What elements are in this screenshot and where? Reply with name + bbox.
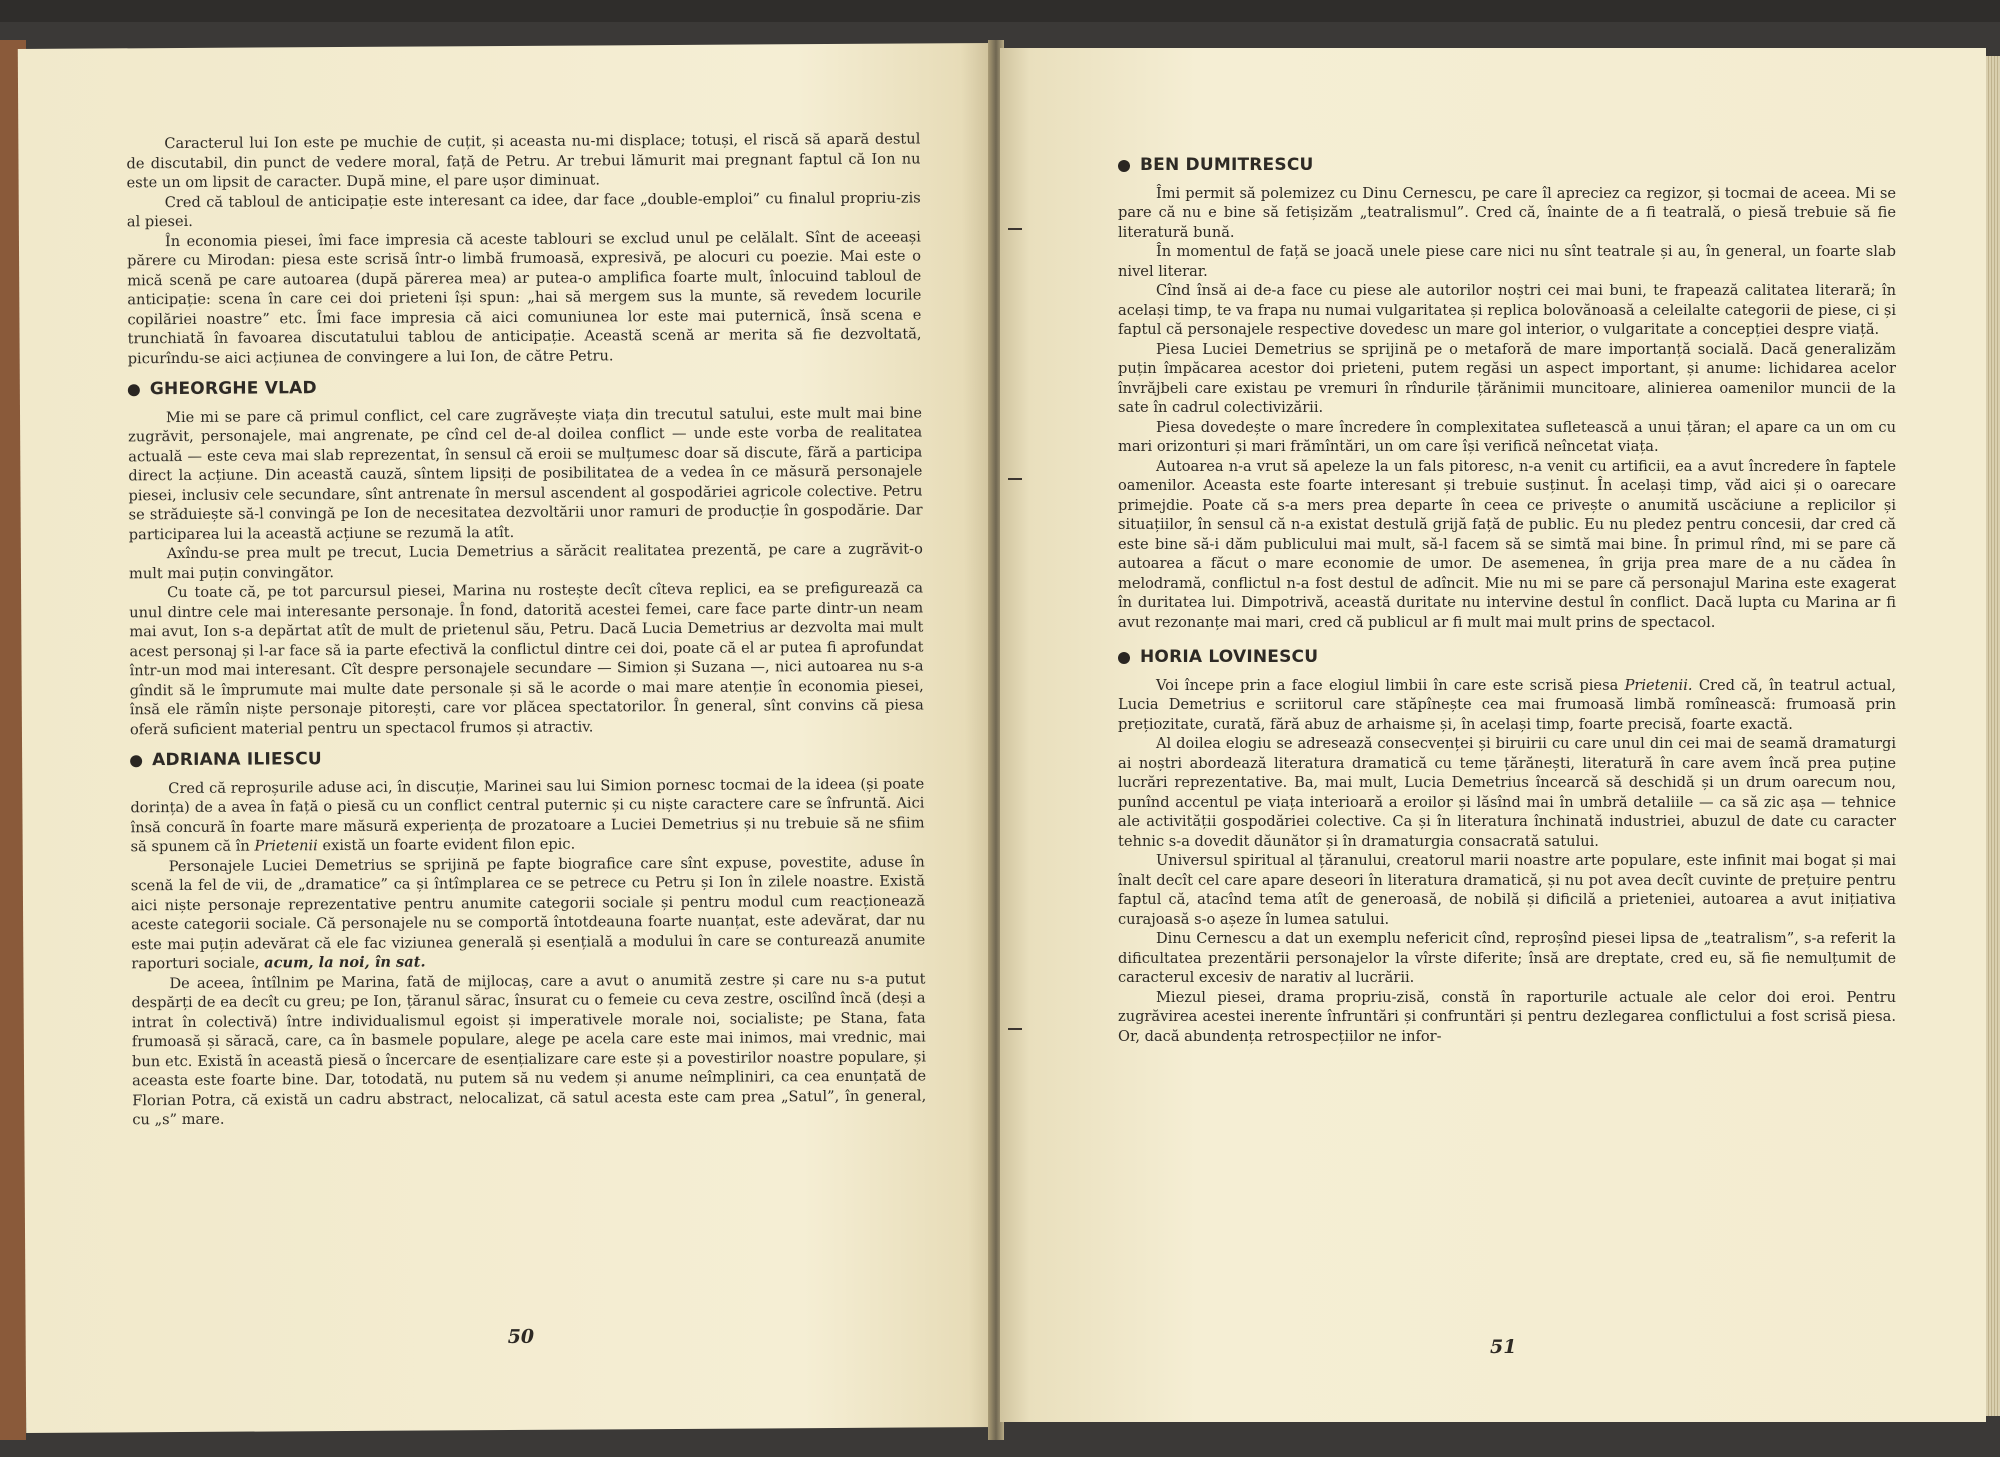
paragraph: Cu toate că, pe tot parcursul piesei, Marina nu rostește decît cîteva replici, ea se prefigurează ca unul dintre cele mai interesante personaje. În fond, datorită acestei femei, care face parte dintr-un neam mai avut, Ion s-a depărtat atît de mult de prietenul său, Petru. Dacă Lucia Demetrius ar dezvolta mai mult acest personaj și l-ar face să ia parte efectivă la conflictul dintre cei doi, poate că el ar putea fi aprofundat într-un mod mai interesant. Cît despre personajele secundare — Simion și Suzana —, nici autoarea nu s-a gîndit să le împrumute mai multe date personale și să le acorde o mai mare atenție în economia piesei, însă ele rămîn niște personaje pitorești, care vor plăcea spectatorilor. În general, sînt convins că piesa oferă suficient material pentru un spectacol frumos și atractiv. [129, 579, 924, 738]
paragraph [1118, 676, 1896, 735]
paragraph: Mie mi se pare că primul conflict, cel care zugrăvește viața din trecutul satului, este mult mai bine zugrăvit, personajele, mai angrenate, pe cînd cel de-al doilea conflict — unde este vorba de realitatea actuală — este ceva mai slab reprezentat, în sensul că eroii se mulțumesc doar să discute, fără a participa direct la acțiune. Din această cauză, sîntem lipsiți de posibilitatea de a vedea în ce măsură personajele piesei, inclusiv cele secundare, sînt antrenate în mersul ascendent al gospodăriei agricole colective. Petru se străduiește să-l convingă pe Ion de necesitatea dezvoltării unor ramuri de producție în gospodărie. Dar participarea lui la această acțiune se rezumă la atît. [128, 403, 923, 543]
section-heading-label: GHEORGHE VLAD [149, 378, 317, 400]
background-top [0, 0, 2000, 22]
paragraph-text: Voi începe prin a face elogiul limbii în care este scrisă piesa [1155, 676, 1625, 694]
right-page [1000, 48, 1986, 1422]
page-number: 51 [1490, 1336, 1517, 1358]
section-heading [130, 746, 924, 770]
section-heading-label: ADRIANA ILIESCU [152, 749, 322, 771]
paragraph: În momentul de față se joacă unele piese care nici nu sînt teatrale și au, în general, un foarte slab nivel literar. [1118, 243, 1896, 280]
section-heading-label: BEN DUMITRESCU [1140, 155, 1314, 175]
section-heading [1118, 156, 1896, 176]
paragraph: Universul spiritual al țăranului, creatorul marii noastre arte populare, este infinit mai bogat și mai înalt decît cel care apare deseori în literatura dramatică, și nu pot avea decît cuvinte de prețuire pentru faptul că, atacînd tema atît de generoasă, de nobilă și dificilă a prieteniei, autoarea a avut inițiativa curajoasă s-o așeze în lumea satului. [1118, 852, 1896, 928]
paragraph: Axîndu-se prea mult pe trecut, Lucia Demetrius a sărăcit realitatea prezentă, pe care a zugrăvit-o mult mai puțin convingător. [128, 540, 923, 582]
paragraph: Dinu Cernescu a dat un exemplu nefericit cînd, reproșînd piesei lipsa de „teatralism”, s-a referit la dificultatea prezentării personajelor la vîrste diferite; însă are dreptate, cred eu, să fie nemulțumit de caracterul excesiv de narativ al lucrării. [1118, 930, 1896, 986]
paragraph-text: Cred că reproșurile aduse aci, în discuție, Marinei sau lui Simion pornesc tocmai de la ideea (și poate dorința) de a avea în față o piesă cu un conflict central puternic și cu niște caractere care se înfruntă. Aici însă concură în foarte mare măsură experiența de prozatoare a Luciei Demetrius și nu trebuie să ne sfiim să spunem că în [130, 774, 925, 856]
paragraph: De aceea, întîlnim pe Marina, fată de mijlocaș, care a avut o anumită zestre și care nu s-a putut despărți de ea decît cu greu; pe Ion, țăranul sărac, însurat cu o femeie cu ceva zestre, oscilînd încă (deși a intrat în colectivă) între individualismul egoist și imperativele morale noi, socialiste; pe Stana, fata frumoasă și săracă, care, ca în basmele populare, alege pe acela care este mai inimos, mai vrednic, mai bun etc. Există în această piesă o încercare de esențializare care este și a povestirilor noastre populare, și aceasta este foarte bine. Dar, totodată, nu putem să nu vedem și anume neîmpliniri, ca cea enunțată de Florian Potra, că există un cadru abstract, nelocalizat, că satul acesta este cam prea „Satul”, în general, cu „s” mare. [131, 969, 927, 1129]
paragraph: În economia piesei, îmi face impresia că aceste tablouri se exclud unul pe celălalt. Sînt de aceeași părere cu Mirodan: piesa este scrisă într-o limbă frumoasă, expresivă, pe alocuri cu poezie. Mai este o mică scenă pe care autoarea (după părerea mea) ar putea-o amplifica foarte mult, înlocuind tabloul de anticipație: scena în care cei doi prieteni își spun: „hai să mergem sus la munte, să revedem locurile copilăriei noastre” etc. Îmi face impresia că aici comuniunea lor este mai puternică, însă scena e trunchiată în favoarea discutatului tablou de anticipație. Această scenă ar merita să fie dezvoltată, picurîndu-se aici acțiunea de convingere a lui Ion, de către Petru. [127, 227, 922, 367]
page-number: 50 [507, 1325, 535, 1349]
paragraph: Miezul piesei, drama propriu-zisă, constă în raporturile actuale ale celor doi eroi. Pentru zugrăvirea acestei inerente înfruntări și confruntări și pentru dezlegarea conflictului a fost scrisă piesa. Or, dacă abundența retrospecțiilor ne infor- [1118, 988, 1896, 1045]
paragraph: Autoarea n-a vrut să apeleze la un fals pitoresc, n-a venit cu artificii, ea a avut încredere în faptele oamenilor. Aceasta este foarte interesant și trebuie susținut. În același timp, văd aici și o oarecare primejdie. Poate că s-a mers prea departe în ceea ce privește o anumită uscăciune a replicilor și situațiilor, în sensul că n-a existat destulă grijă față de public. Eu nu pledez pentru concesii, dar cred că este bine să-i dăm publicului mai mult, să-l facem să se simtă mai bine. În primul rînd, mi se pare că autoarea a făcut o mare economie de umor. De asemenea, în grija prea mare de a nu cădea în melodramă, conflictul n-a fost destul de adîncit. Mie nu mi se pare că personajul Marina este exagerat în duritatea lui. Dimpotrivă, această duritate nu intervine destul în conflict. Dacă lupta cu Marina ar fi avut rezonanțe mai mari, cred că publicul ar fi mult mai mult prins de spectacol. [1118, 457, 1896, 631]
paragraph: Al doilea elogiu se adresează consecvenței și biruirii cu care unul din cei mai de seamă dramaturgi ai noștri abordează literatura dramatică cu teme țărănești, literatură în care avem încă prea puține lucrări reprezentative. Ba, mai mult, Lucia Demetrius încearcă să deschidă și un drum oarecum nou, punînd accentul pe viața interioară a eroilor și lăsînd mai în umbră detaliile — ca să zic așa — tehnice ale activității gospodăriei colective. Ca și în literatura închinată industriei, abuzul de date cu caracter tehnic s-a dovedit dăunător și în dramaturgia consacrată satului. [1118, 735, 1896, 850]
margin-mark [1008, 478, 1022, 480]
bullet-icon [1118, 160, 1130, 172]
section-heading [1118, 648, 1896, 668]
margin-mark [1008, 228, 1022, 230]
title-italic: Prietenii [254, 837, 318, 855]
paragraph [130, 774, 924, 857]
left-page [18, 43, 998, 1433]
section-heading [128, 375, 922, 399]
paragraph: Piesa dovedește o mare încredere în complexitatea sufletească a unui țăran; el apare ca un om cu mari orizonturi și mari frămîntări, un om care își verifică neîncetat viața. [1118, 418, 1896, 455]
margin-mark [1008, 1028, 1022, 1030]
paragraph-text: Personajele Luciei Demetrius se sprijină pe fapte biografice care sînt expuse, povestite, aduse în scenă la fel de vii, de „dramatice” ca și întîmplarea ce se petrece cu Petru și Ion în zilele noastre. Există aici niște personaje reprezentative pentru anumite categorii sociale și pentru modul cum reacționează aceste categorii sociale. Că personajele nu se comportă întotdeauna foarte nuanțat, este adevărat, dar nu este mai puțin adevărat că ele fac viziunea generală și esențială a modului în care se conturează anumite raporturi sociale, [130, 852, 926, 973]
emphasis-italic: acum, la noi, în sat. [264, 953, 426, 972]
section-heading-label: HORIA LOVINESCU [1140, 647, 1319, 667]
right-page-text [1118, 156, 1896, 1046]
bullet-icon [130, 755, 142, 767]
paragraph: Îmi permit să polemizez cu Dinu Cernescu, pe care îl apreciez ca regizor, și tocmai de aceea. Mi se pare că nu e bine să fetișizăm „teatralismul”. Cred că, înainte de a fi teatrală, o piesă trebuie să fie literatură bună. [1118, 184, 1896, 241]
title-italic: Prietenii. [1624, 676, 1693, 694]
paragraph-text: există un foarte evident filon epic. [317, 835, 576, 855]
paragraph-text: Cred că, în teatrul actual, Lucia Demetrius e scriitorul care stăpînește cea mai frumoasă limbă romînească: frumoasă prin prețiozitate, curată, fără abuz de arhaisme și, în același timp, foarte precisă, foarte exactă. [1118, 676, 1896, 733]
bullet-icon [1118, 652, 1130, 664]
paragraph: Caracterul lui Ion este pe muchie de cuțit, și aceasta nu-mi displace; totuși, el riscă să apară destul de discutabil, din punct de vedere moral, față de Petru. Ar trebui lămurit mai pregnant faptul că Ion nu este un om lipsit de caracter. După mine, el pare ușor diminuat. [126, 130, 921, 192]
paragraph [131, 852, 926, 974]
paragraph: Cred că tabloul de anticipație este interesant ca idee, dar face „double-emploi” cu finalul propriu-zis al piesei. [126, 188, 921, 231]
bullet-icon [128, 384, 140, 396]
paragraph: Piesa Luciei Demetrius se sprijină pe o metaforă de mare importanță socială. Dacă generalizăm puțin împăcarea acestor doi prieteni, putem regăsi un aspect important, și anume: lichidarea acelor învrăjbeli care existau pe vremuri în rîndurile țărănimii muncitoare, alinierea oamenilor muncii de la sate în cadrul colectivizării. [1118, 340, 1896, 416]
left-page-text [126, 129, 926, 1129]
paragraph: Cînd însă ai de-a face cu piese ale autorilor noștri cei mai buni, te frapează calitatea literară; în același timp, te va frapa nu numai vulgaritatea și replica bolovănoasă a celeilalte categorii de piese, ci și faptul că personajele respective dovedesc un mare gol interior, o vulgaritate a concepției despre viață. [1118, 282, 1896, 338]
page-edges [1986, 56, 2000, 1416]
